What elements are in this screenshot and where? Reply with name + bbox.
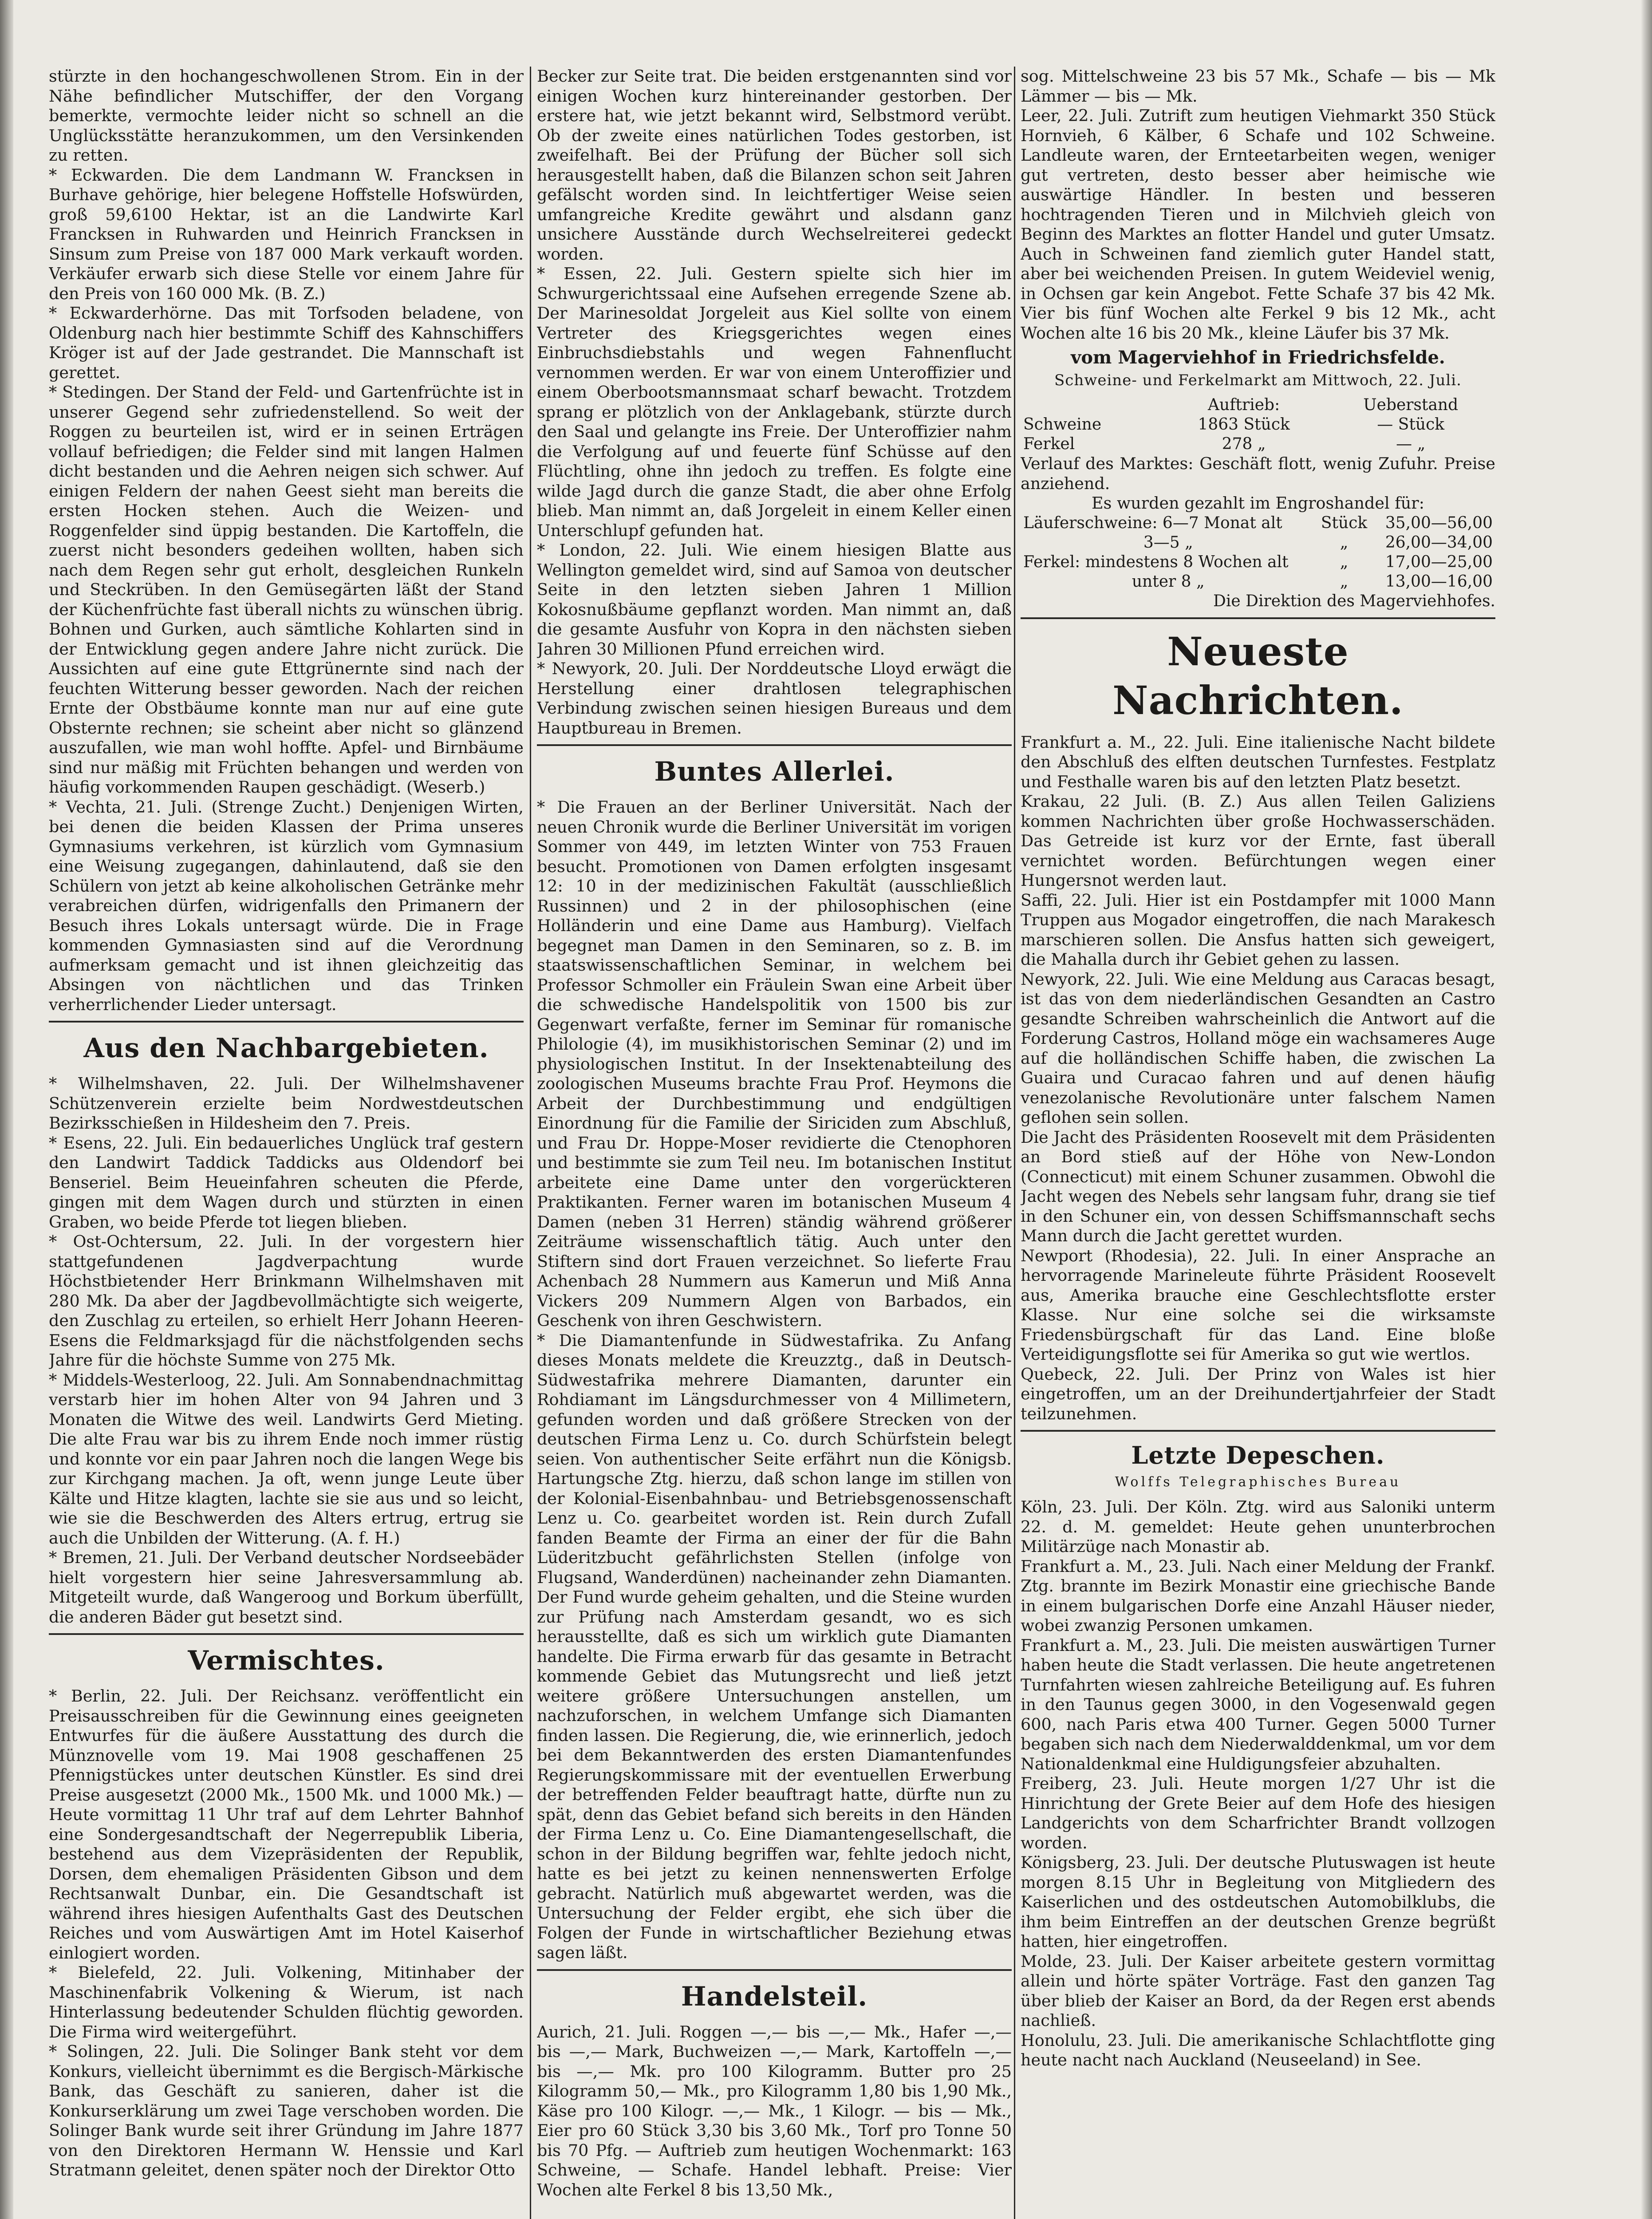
table-cell: „ [1340,533,1348,552]
table-cell: Ferkel [1023,435,1075,453]
wolffs-bureau-caption: Wolffs Telegraphisches Bureau [1115,1474,1401,1490]
table-cell: 1863 Stück [1198,415,1290,434]
section-rule [49,1021,524,1023]
magerviehhof-heading: vom Magerviehhof in Friedrichsfelde. [1071,347,1445,368]
auftrieb-table [1021,395,1495,454]
table-cell: 17,00—25,00 [1385,553,1493,571]
price-table [1021,513,1495,592]
table-cell: 35,00—56,00 [1385,513,1493,532]
neighbor-news-text: * Wilhelmshaven, 22. Juli. Der Wilhelmshavener Schützenverein erzielte beim Nordwestdeutschen Bezirksschießen in Hildesheim den 7. Preis. * Esens, 22. Juli. Ein bedauerliches Unglück traf gestern den Landwirt Taddick Taddicks aus Oldendorf bei Benseriel. Beim Heueinfahren scheuten die Pferde, gingen mit dem Wagen durch und stürzten in einen Graben, wo beide Pferde tot liegen blieben. * Ost-Ochtersum, 22. Juli. In der vorgestern hier stattgefundenen Jagdverpachtung wurde Höchstbietender Herr Brinkmann Wilhelmshaven mit 280 Mk. Da aber der Jagdbevollmächtigte sich weigerte, den Zuschlag zu erteilen, so erhielt Herr Johann Heeren-Esens die Feldmarksjagd für die nächstfolgenden sechs Jahre für die höchste Summe von 275 Mk. * Middels-Westerloog, 22. Juli. Am Sonnabendnachmittag verstarb hier im hohen Alter von 94 Jahren und 3 Monaten die Witwe des weil. Landwirts Gerd Mieting. Die alte Frau war bis zu ihrem Ende noch immer rüstig und konnte vor ein paar Jahren noch die langen Wege bis zur Kirchgang machen. Ja oft, wenn junge Leute über Kälte und Hitze klagten, lachte sie sie aus und so leicht, wie sie die Beschwerden des Alters ertrug, ertrug sie auch die Unbilden der Witterung. (A. f. H.) * Bremen, 21. Juli. Der Verband deutscher Nordseebäder hielt vorgestern hier seine Jahresversammlung ab. Mitgeteilt wurde, daß Wangeroog und Borkum überfüllt, die anderen Bäder gut besetzt sind. [49,1074,524,1627]
section-rule [537,744,1012,746]
market-course-text: Verlauf des Marktes: Geschäft flott, wenig Zufuhr. Preise anziehend. [1021,454,1495,493]
table-row [1021,434,1495,454]
section-rule [1021,1430,1495,1432]
page-edge-right [1641,0,1652,2219]
column-divider [530,67,531,2219]
table-cell: „ [1340,572,1348,591]
table-cell: 3—5 „ [1143,533,1193,552]
latest-news-text: Frankfurt a. M., 22. Juli. Eine italienische Nacht bildete den Abschluß des elften deutschen Turnfestes. Festplatz und Festhalle waren bis auf den letzten Platz besetzt. Krakau, 22 Juli. (B. Z.) Aus allen Teilen Galiziens kommen Nachrichten über große Hochwasserschäden. Das Getreide ist kurz vor der Ernte, fast überall vernichtet worden. Befürchtungen wegen einer Hungersnot werden laut. Saffi, 22. Juli. Hier ist ein Postdampfer mit 1000 Mann Truppen aus Mogador eingetroffen, die nach Marakesch marschieren sollen. Die Ansfus hatten sich geweigert, die Mahalla durch ihr Gebiet gehen zu lassen. Newyork, 22. Juli. Wie eine Meldung aus Caracas besagt, ist das von dem niederländischen Gesandten an Castro gesandte Schreiben wahrscheinlich die Antwort auf die Forderung Castros, Holland möge ein wachsameres Auge auf die holländischen Schiffe haben, die zwischen La Guaira und Curacao fahren und auf denen häufig venezolanische Revolutionäre unter falschem Namen geflohen sein sollen. Die Jacht des Präsidenten Roosevelt mit dem Präsidenten an Bord stieß auf der Höhe von New-London (Connecticut) mit einem Schuner zusammen. Obwohl die Jacht wegen des Nebels sehr langsam fuhr, drang sie tief in den Schuner ein, von dessen Schiffsmannschaft sechs Mann durch die Jacht gerettet wurden. Newport (Rhodesia), 22. Juli. In einer Ansprache an hervorragende Marineleute führte Präsident Roosevelt aus, Amerika brauche eine Geschlechtsflotte erster Klasse. Nur eine solche sei die wirksamste Friedensbürgschaft für das Land. Eine bloße Verteidigungsflotte sei für Amerika so gut wie wertlos. Quebeck, 22. Juli. Der Prinz von Wales ist hier eingetroffen, um an der Dreihundertjahrfeier der Stadt teilzunehmen. [1021,732,1495,1423]
section-title-buntes-allerlei: Buntes Allerlei. [654,756,895,787]
table-cell: „ [1340,553,1348,571]
section-title-neueste-nachrichten: Neueste Nachrichten. [1112,628,1404,723]
table-cell: — „ [1396,435,1426,453]
table-row [1021,572,1495,592]
table-row [1021,395,1495,415]
miscellaneous-text: * Berlin, 22. Juli. Der Reichsanz. veröffentlicht ein Preisausschreiben für die Gewinnung eines geeigneten Entwurfes für die äußere Ausstattung des durch die Münznovelle vom 19. Mai 1908 geschaffenen 25 Pfennigstückes unter deutschen Künstler. Es sind drei Preise ausgesetzt (2000 Mk., 1500 Mk. und 1000 Mk.) — Heute vormittag 11 Uhr traf auf dem Lehrter Bahnhof eine Sondergesandtschaft der Negerrepublik Liberia, bestehend aus dem Vizepräsidenten der Republik, Dorsen, dem ehemaligen Präsidenten Gibson und dem Rechtsanwalt Dunbar, ein. Die Gesandtschaft ist während ihres hiesigen Aufenthalts Gast des Deutschen Reiches und vom Auswärtigen Amt im Hotel Kaiserhof einlogiert worden. * Bielefeld, 22. Juli. Volkening, Mitinhaber der Maschinenfabrik Volkening & Wierum, ist nach Hinterlassung bedeutender Schulden flüchtig geworden. Die Firma wird weitergeführt. * Solingen, 22. Juli. Die Solinger Bank steht vor dem Konkurs, vielleicht übernimmt es die Bergisch-Märkische Bank, das Geschäft zu sanieren, daher ist die Konkurserklärung um zwei Tage verschoben worden. Die Solinger Bank wurde seit ihrer Gründung im Jahre 1877 von den Direktoren Hermann W. Henssie und Karl Stratmann geleitet, denen später noch der Direktor Otto [49,1686,524,2180]
page-edge-left [0,0,13,2219]
table-cell: Stück [1321,513,1368,532]
table-cell: 13,00—16,00 [1385,572,1493,591]
section-title-nachbargebiete: Aus den Nachbargebieten. [83,1033,489,1064]
column-divider [1014,67,1015,2219]
table-row [1021,533,1495,553]
table-header: Ueberstand [1363,396,1459,414]
local-news-text: stürzte in den hochangeschwollenen Strom. Ein in der Nähe befindlicher Mutschiffer, der den Vorgang bemerkte, vermochte leider nicht so schnell an die Unglücksstätte heranzukommen, um den Versinkenden zu retten. * Eckwarden. Die dem Landmann W. Francksen in Burhave gehörige, hier belegene Hoffstelle Hofswürden, groß 59,6100 Hektar, ist an die Landwirte Karl Francksen in Ruhwarden und Heinrich Francksen in Sinsum zum Preise von 187 000 Mark verkauft worden. Verkäufer erwarb sich diese Stelle vor einem Jahre für den Preis von 160 000 Mk. (B. Z.) * Eckwarderhörne. Das mit Torfsoden beladene, von Oldenburg nach hier bestimmte Schiff des Kahnschiffers Kröger ist auf der Jade gestrandet. Die Mannschaft ist gerettet. * Stedingen. Der Stand der Feld- und Gartenfrüchte ist in unserer Gegend sehr zufriedenstellend. So weit der Roggen zu beurteilen ist, wird er in seinen Erträgen vollauf befriedigen; die Felder sind mit langen Halmen dicht bestanden und die Aehren neigen sich schwer. Auf einigen Feldern der nahen Geest sieht man bereits die ersten Hocken stehen. Auch die Weizen- und Roggenfelder sind üppig bestanden. Die Kartoffeln, die zuerst nicht besonders gedeihen wollten, haben sich nach dem Regen sehr gut erholt, desgleichen Runkeln und Steckrüben. In den Gemüsegärten läßt der Stand der Küchenfrüchte fast überall nichts zu wünschen übrig. Bohnen und Gurken, auch sämtliche Kohlarten sind in der Entwicklung gegen andere Jahre nicht zurück. Die Aussichten auf eine gute Ettgrünernte sind nach der feuchten Witterung besser geworden. Nach der reichen Ernte der Obstbäume konnte man nur auf eine gute Obsternte rechnen; sie scheint aber nicht so glänzend auszufallen, wie man wohl hoffte. Apfel- und Birnbäume sind nur mäßig mit Früchten behangen und werden von häufig vorkommenden Raupen geschädigt. (Weserb.) * Vechta, 21. Juli. (Strenge Zucht.) Denjenigen Wirten, bei denen die beiden Klassen der Prima unseres Gymnasiums verkehren, ist kürzlich vom Gymnasium eine Weisung zugegangen, dahinlautend, daß sie den Schülern von jetzt ab keine alkoholischen Getränke mehr verabreichen dürfen, widrigenfalls den Primanern der Besuch ihres Lokals untersagt würde. Die in Frage kommenden Gymnasiasten sind auf die Verordnung aufmerksam gemacht und ist ihnen gleichzeitig das Absingen von nächtlichen und das Trinken verherrlichender Lieder untersagt. [49,67,524,1014]
table-cell: unter 8 „ [1132,572,1205,591]
column-right [1021,67,1495,2219]
table-cell: 26,00—34,00 [1385,533,1493,552]
market-report-text: sog. Mittelschweine 23 bis 57 Mk., Schafe — bis — Mk Lämmer — bis — Mk. Leer, 22. Juli. Zutrift zum heutigen Viehmarkt 350 Stück Hornvieh, 6 Kälber, 6 Schafe und 102 Schweine. Landleute waren, der Ernteetarbeiten wegen, weniger gut vertreten, desto besser aber heimische wie auswärtige Händler. In besten und besseren hochtragenden Tieren und in Milchvieh gleich von Beginn des Marktes an flotter Handel und guter Umsatz. Auch in Schweinen fand ziemlich guter Handel statt, aber bei weichenden Preisen. In gutem Weideviel wenig, in Ochsen gar kein Angebot. Fette Schafe 37 bis 42 Mk. Vier bis fünf Wochen alte Ferkel 9 bis 12 Mk., acht Wochen alte 16 bis 20 Mk., kleine Läufer bis 37 Mk. [1021,67,1495,343]
table-header: Auftrieb: [1208,396,1280,414]
column-left [49,67,524,2219]
magerviehhof-signature: Die Direktion des Magerviehhofes. [1213,592,1495,610]
table-cell: Läuferschweine: 6—7 Monat alt [1023,513,1282,532]
magerviehhof-subheading: Schweine- und Ferkelmarkt am Mittwoch, 22. Juli. [1054,371,1462,389]
section-rule [1021,617,1495,619]
buntes-allerlei-text: * Die Frauen an der Berliner Universität. Nach der neuen Chronik wurde die Berliner Universität im vorigen Sommer von 449, im letzten Winter von 753 Frauen besucht. Promotionen von Damen erfolgten insgesamt 12: 10 in der medizinischen Fakultät (ausschließlich Russinnen) und 2 in der philosophischen (eine Holländerin und eine Dame aus Hamburg). Vielfach begegnet man Damen in den Seminaren, so z. B. im staatswissenschaftlichen Seminar, in welchem bei Professor Schmoller ein Fräulein Swan eine Arbeit über die schwedische Handelspolitik von 1500 bis zur Gegenwart verfaßte, ferner im Seminar für romanische Philologie (4), im musikhistorischen Seminar (2) und im physiologischen Institut. In der Insektenabteilung des zoologischen Museums brachte Frau Prof. Heymons die Arbeit der Durchbestimmung und endgültigen Einordnung für die Familie der Siriciden zum Abschluß, und Frau Dr. Hoppe-Moser revidierte die Ctenophoren und bestimmte sie zum Teil neu. Im botanischen Institut arbeitete eine Dame unter den vorgerückteren Praktikanten. Ferner waren im botanischen Museum 4 Damen (neben 31 Herren) ständig während größerer Zeiträume wissenschaftlich tätig. Auch unter den Stiftern sind dort Frauen verzeichnet. So lieferte Frau Achenbach 28 Nummern aus Kamerun und Miß Anna Vickers 209 Nummern Algen von Barbados, ein Geschenk von ihren Geschwistern. * Die Diamantenfunde in Südwestafrika. Zu Anfang dieses Monats meldete die Kreuzztg., daß in Deutsch-Südwestafrika mehrere Diamanten, darunter ein Rohdiamant im Längsdurchmesser von 4 Millimetern, gefunden worden und daß größere Strecken von der deutschen Firma Lenz u. Co. durch Schürfstein belegt seien. Von authentischer Seite erfährt nun die Königsb. Hartungsche Ztg. hierzu, daß schon lange im stillen von der Kolonial-Eisenbahnbau- und Betriebsgenossenschaft Lenz u. Co. gearbeitet worden ist. Rein durch Zufall fanden Beamte der Firma an einer der für die Bahn Lüderitzbucht gefährlichsten Stellen (infolge von Flugsand, Wanderdünen) nacheinander zehn Diamanten. Der Fund wurde geheim gehalten, und die Steine wurden zur Prüfung nach Amsterdam gesandt, wo es sich herausstellte, daß es sich um wirklich gute Diamanten handelte. Die Firma erwarb für das gesamte in Betracht kommende Gebiet das Mutungsrecht und ließ jetzt weitere größere Untersuchungen anstellen, um nachzuforschen, in welchem Umfange sich Diamanten finden lassen. Die Regierung, die, wie erinnerlich, jedoch bei dem Bekanntwerden des ersten Diamantenfundes Regierungskommissare mit der eventuellen Erwerbung der betreffenden Felder beauftragt hatte, dürfte nun zu spät, denn das Gebiet befand sich bereits in den Händen der Firma Lenz u. Co. Eine Diamantengesellschaft, die schon in der Bildung begriffen war, fehlte jedoch nicht, hatte es bei jetzt zu keinen nennenswerten Erfolge gebracht. Natürlich muß abgewartet werden, was die Untersuchung der Felder ergibt, ehe sich über die Folgen der Funde in wirtschaftlicher Beziehung etwas sagen läßt. [537,798,1012,1962]
dispatches-text: Köln, 23. Juli. Der Köln. Ztg. wird aus Saloniki unterm 22. d. M. gemeldet: Heute gehen ununterbrochen Militärzüge nach Monastir ab. Frankfurt a. M., 23. Juli. Nach einer Meldung der Frankf. Ztg. brannte im Bezirk Monastir eine griechische Bande in einem bulgarischen Dorfe eine Anzahl Häuser nieder, wobei zwanzig Personen umkamen. Frankfurt a. M., 23. Juli. Die meisten auswärtigen Turner haben heute die Stadt verlassen. Die heute angetretenen Turnfahrten wiesen zahlreiche Beteiligung auf. Es fuhren in den Taunus gegen 3000, in den Vogesenwald gegen 600, nach Paris etwa 400 Turner. Gegen 5000 Turner begaben sich nach dem Niederwalddenkmal, um vor dem Nationaldenkmal eine Huldigungsfeier abzuhalten. Freiberg, 23. Juli. Heute morgen 1/27 Uhr ist die Hinrichtung der Grete Beier auf dem Hofe des hiesigen Landgerichts von dem Scharfrichter Brandt vollzogen worden. Königsberg, 23. Juli. Der deutsche Plutuswagen ist heute morgen 8.15 Uhr in Begleitung von Mitgliedern des Kaiserlichen und des ostdeutschen Automobilklubs, die ihm beim Eintreffen an der deutschen Grenze begrüßt hatten, hier eingetroffen. Molde, 23. Juli. Der Kaiser arbeitete gestern vormittag allein und hörte später Vorträge. Fast den ganzen Tag über blieb der Kaiser an Bord, da der Regen erst abends nachließ. Honolulu, 23. Juli. Die amerikanische Schlachtflotte ging heute nacht nach Auckland (Neuseeland) in See. [1021,1497,1495,2069]
section-title-handelsteil: Handelsteil. [681,1981,868,2012]
table-row [1021,513,1495,533]
engros-heading: Es wurden gezahlt im Engroshandel für: [1092,494,1424,513]
table-cell: Ferkel: mindestens 8 Wochen alt [1023,553,1289,571]
section-rule [537,1969,1012,1971]
continued-news-text: Becker zur Seite trat. Die beiden erstgenannten sind vor einigen Wochen kurz hintereinander gestorben. Der erstere hat, wie jetzt bekannt wird, Selbstmord verübt. Ob der zweite eines natürlichen Todes gestorben, ist zweifelhaft. Bei der Prüfung der Bücher soll sich herausgestellt haben, daß die Bilanzen schon seit Jahren gefälscht worden sind. In leichtfertiger Weise seien umfangreiche Kredite gewährt und alsdann ganz unsichere Ausstände durch Wechselreiterei gedeckt worden. * Essen, 22. Juli. Gestern spielte sich hier im Schwurgerichtssaal eine Aufsehen erregende Szene ab. Der Marinesoldat Jorgeleit aus Kiel sollte von einem Vertreter des Kriegsgerichtes wegen eines Einbruchsdiebstahls und wegen Fahnenflucht vernommen werden. Er war von einem Unteroffizier und einem Oberbootsmannsmaat scharf bewacht. Trotzdem sprang er plötzlich von der Anklagebank, stürzte durch den Saal und gelangte ins Freie. Der Unteroffizier nahm die Verfolgung auf und feuerte fünf Schüsse auf den Flüchtling, ohne ihn jedoch zu treffen. Es folgte eine wilde Jagd durch die ganze Stadt, die aber ohne Erfolg blieb. Man nimmt an, daß Jorgeleit in einem Keller einen Unterschlupf gefunden hat. * London, 22. Juli. Wie einem hiesigen Blatte aus Wellington gemeldet wird, sind auf Samoa von deutscher Seite in den letzten sieben Jahren 1 Million Kokosnußbäume gepflanzt worden. Man nimmt an, daß die gesamte Ausfuhr von Kopra in den nächsten sieben Jahren 30 Millionen Pfund erreichen wird. * Newyork, 20. Juli. Der Norddeutsche Lloyd erwägt die Herstellung einer drahtlosen telegraphischen Verbindung zwischen seinen hiesigen Bureaus und dem Hauptbureau in Bremen. [537,67,1012,738]
handelsteil-text: Aurich, 21. Juli. Roggen —,— bis —,— Mk., Hafer —,— bis —,— Mark, Buchweizen —,— Mark, Kartoffeln —,— bis —,— Mk. pro 100 Kilogramm. Butter pro 25 Kilogramm 50,— Mk., pro Kilogramm 1,80 bis 1,90 Mk., Käse pro 100 Kilogr. —,— Mk., 1 Kilogr. — bis — Mk., Eier pro 60 Stück 3,30 bis 3,60 Mk., Torf pro Tonne 50 bis 70 Pfg. — Auftrieb zum heutigen Wochenmarkt: 163 Schweine, — Schafe. Handel lebhaft. Preise: Vier Wochen alte Ferkel 8 bis 13,50 Mk., [537,2022,1012,2199]
table-cell: — Stück [1377,415,1445,434]
table-cell: Schweine [1023,415,1102,434]
table-row [1021,553,1495,572]
table-cell: 278 „ [1222,435,1266,453]
section-rule [49,1633,524,1635]
section-title-letzte-depeschen: Letzte Depeschen. [1131,1441,1385,1469]
column-middle [537,67,1012,2219]
table-row [1021,415,1495,434]
section-title-vermischtes: Vermischtes. [188,1645,385,1676]
